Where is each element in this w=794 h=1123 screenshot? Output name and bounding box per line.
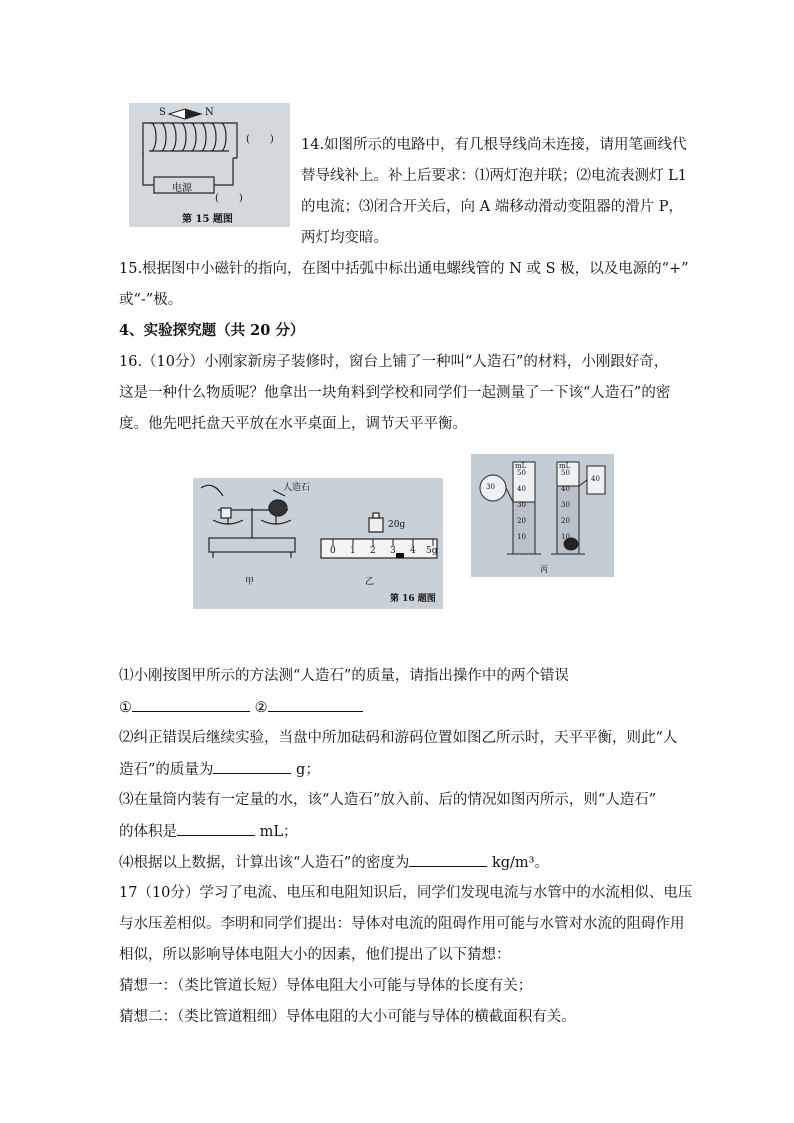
ruler-tick-1: 1: [350, 546, 356, 556]
q14-line-4: 两灯均变暗。: [301, 230, 388, 246]
sub2-line-1: ⑵纠正错误后继续实验，当盘中所加砝码和游码位置如图乙所示时，天平平衡，则此“人: [119, 730, 678, 746]
figure-16-cylinders: [471, 454, 614, 577]
fig16-weight-label: 20g: [388, 520, 406, 530]
ruler-tick-0: 0: [330, 546, 336, 556]
cyl2-tick-30: 30: [561, 501, 570, 509]
solenoid-circuit-diagram: [129, 103, 290, 227]
q16-line-1: 16.（10分）小刚家新房子装修时，窗台上铺了一种叫“人造石”的材料，小刚跟好奇，: [119, 354, 669, 370]
ruler-tick-5: 5g: [426, 546, 438, 556]
ruler-tick-4: 4: [410, 546, 416, 556]
cyl2-tick-40: 40: [561, 485, 570, 493]
sub1-answer-line: [119, 697, 363, 718]
sub2-mass-blank[interactable]: [213, 759, 291, 774]
q15-line-2: 或“-”极。: [119, 292, 183, 308]
sub3-line-2: [119, 821, 298, 842]
sub3-unit: mL；: [259, 824, 298, 840]
cyl1-unit: mL: [515, 462, 527, 470]
ruler-tick-3: 3: [390, 546, 396, 556]
fig15-n-label: N: [205, 107, 214, 118]
cyl2-tick-10: 10: [561, 533, 570, 541]
zoom-right-reading: 40: [591, 475, 600, 483]
fig16-label-bing: 丙: [540, 565, 548, 574]
q17-line-3: 相似，所以影响导体电阻大小的因素，他们提出了以下猜想：: [119, 947, 511, 963]
fig16-caption: 第 16 题图: [390, 594, 436, 604]
q14-line-2: 替导线补上。补上后要求：⑴两灯泡并联；⑵电流表测灯 L1: [301, 168, 687, 184]
cyl2-tick-50: 50: [561, 469, 570, 477]
q14-line-1: 14.如图所示的电路中，有几根导线尚未连接，请用笔画线代: [301, 137, 687, 153]
q17-hypothesis-1: 猜想一：（类比管道长短）导体电阻大小可能与导体的长度有关；: [119, 978, 533, 994]
fig16-stone-label: 人造石: [283, 483, 311, 493]
sub2-line-2: [119, 759, 320, 780]
sub1-blank-1[interactable]: [132, 697, 250, 712]
sub3-line-1: ⑶在量筒内装有一定量的水，该“人造石”放入前、后的情况如图丙所示，则“人造石”: [119, 792, 657, 808]
sub1-text: ⑴小刚按图甲所示的方法测“人造石”的质量，请指出操作中的两个错误: [119, 668, 569, 684]
sub1-blank-2[interactable]: [268, 697, 363, 712]
sub4-unit: kg/m³。: [491, 855, 549, 871]
cyl1-tick-40: 40: [517, 485, 526, 493]
sub2-prefix: 造石”的质量为: [119, 762, 214, 778]
q16-line-3: 度。他先吧托盘天平放在水平桌面上，调节天平平衡。: [119, 416, 467, 432]
cyl1-tick-10: 10: [517, 533, 526, 541]
q17-line-2: 与水压差相似。李明和同学们提出：导体对电流的阻碍作用可能与水管对水流的阻碍作用: [119, 916, 685, 932]
graduated-cylinder-diagram: [471, 454, 614, 577]
balance-and-rider-diagram: [193, 478, 443, 609]
cyl2-tick-20: 20: [561, 517, 570, 525]
sub4-line: [119, 852, 549, 873]
sub1-mark-2: ②: [254, 700, 268, 716]
cyl1-tick-30: 30: [517, 501, 526, 509]
q17-hypothesis-2: 猜想二：（类比管道粗细）导体电阻的大小可能与导体的横截面积有关。: [119, 1009, 576, 1025]
zoom-left-reading: 30: [486, 483, 495, 491]
sub1-mark-1: ①: [119, 700, 132, 716]
cyl2-unit: mL: [559, 462, 571, 470]
fig15-s-label: S: [159, 107, 166, 118]
fig15-caption: 第 15 题图: [182, 214, 233, 225]
fig16-label-yi: 乙: [365, 577, 375, 587]
figure-15: [129, 103, 290, 227]
q17-line-1: 17（10分）学习了电流、电压和电阻知识后，同学们发现电流与水管中的水流相似、电压: [119, 885, 693, 901]
section-4-heading: 4、实验探究题（共 20 分）: [119, 322, 305, 339]
sub2-unit: g；: [296, 762, 320, 778]
ruler-tick-2: 2: [370, 546, 376, 556]
sub4-density-blank[interactable]: [409, 852, 487, 867]
sub3-volume-blank[interactable]: [177, 821, 255, 836]
sub3-prefix: 的体积是: [119, 824, 177, 840]
figure-16-balance: [193, 478, 443, 609]
q16-line-2: 这是一种什么物质呢？他拿出一块角料到学校和同学们一起测量了一下该“人造石”的密: [119, 385, 671, 401]
fig15-solenoid-bracket: ( ): [246, 134, 274, 145]
cyl1-tick-20: 20: [517, 517, 526, 525]
cyl1-tick-50: 50: [517, 469, 526, 477]
fig15-power-source-label: 电源: [172, 183, 192, 194]
q15-line-1: 15.根据图中小磁针的指向，在图中括弧中标出通电螺线管的 N 或 S 极，以及电源的“+”: [119, 261, 689, 277]
fig16-label-jia: 甲: [245, 577, 255, 587]
q14-line-3: 的电流；⑶闭合开关后，向 A 端移动滑动变阻器的滑片 P，: [301, 199, 684, 215]
fig15-source-bracket: ( ): [215, 193, 243, 204]
sub4-prefix: ⑷根据以上数据，计算出该“人造石”的密度为: [119, 855, 410, 871]
